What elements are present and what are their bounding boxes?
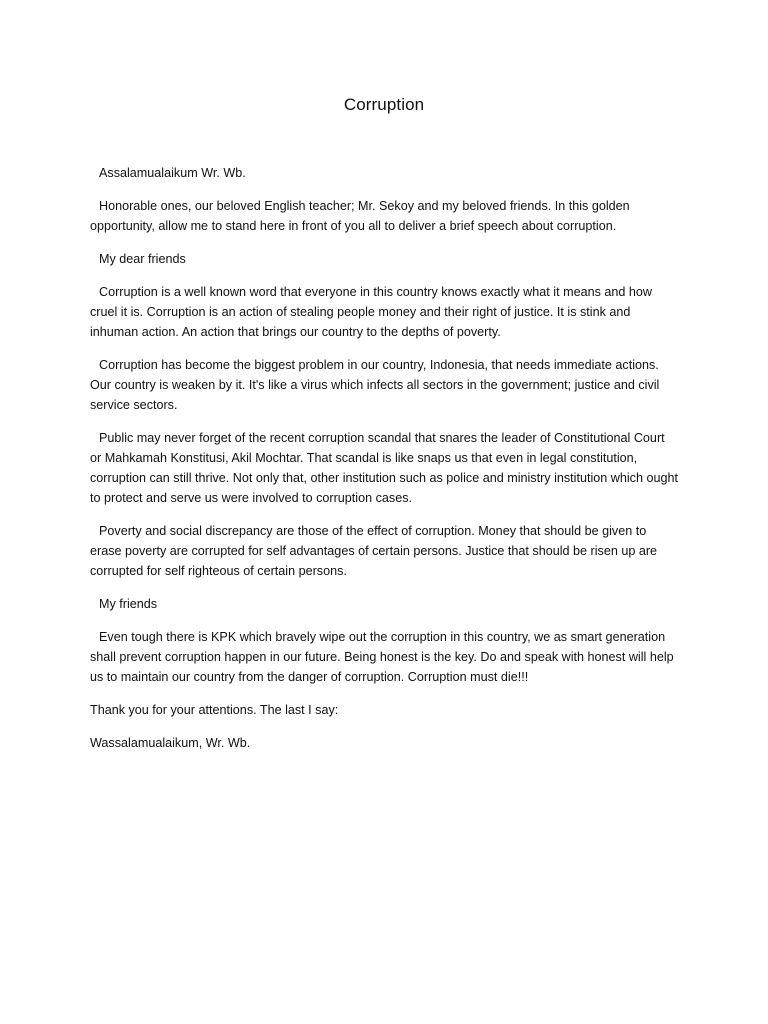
- address-my-friends: My friends: [99, 597, 158, 611]
- opening-paragraph: Honorable ones, our beloved English teacher; Mr. Sekoy and my beloved friends. In this golden opportunity, allow me to stand here in front of you all to deliver a brief speech about corruption.: [90, 199, 630, 233]
- address-dear-friends: My dear friends: [99, 252, 186, 266]
- definition-paragraph: Corruption is a well known word that everyone in this country knows exactly what it means and how cruel it is. Corruption is an action of stealing people money and their right of justice. It is stink and inhuman action. An action that brings our country to the depths of poverty.: [90, 285, 652, 339]
- effects-paragraph: Poverty and social discrepancy are those of the effect of corruption. Money that should be given to erase poverty are corrupted for self advantages of certain persons. Justice that should be risen up are corrupted for self righteous of certain persons.: [90, 524, 658, 578]
- prevention-paragraph: Even tough there is KPK which bravely wipe out the corruption in this country, we as smart generation shall prevent corruption happen in our future. Being honest is the key. Do and speak with honest will help us to maintain our country from the danger of corruption. Corruption must die!!!: [90, 630, 674, 684]
- problem-paragraph: Corruption has become the biggest problem in our country, Indonesia, that needs immediate actions. Our country is weaken by it. It's like a virus which infects all sectors in the government; justice and civil service sectors.: [90, 358, 660, 412]
- greeting-paragraph: Assalamualaikum Wr. Wb.: [99, 166, 246, 180]
- thanks-paragraph: Thank you for your attentions. The last I say:: [90, 703, 339, 717]
- scandal-paragraph: Public may never forget of the recent corruption scandal that snares the leader of Constitutional Court or Mahkamah Konstitusi, Akil Mochtar. That scandal is like snaps us that even in legal constitution, corruption can still thrive. Not only that, other institution such as police and ministry institution which ought to protect and serve us were involved to corruption cases.: [90, 431, 679, 505]
- closing-paragraph: Wassalamualaikum, Wr. Wb.: [90, 736, 251, 750]
- document-title: Corruption: [343, 95, 425, 114]
